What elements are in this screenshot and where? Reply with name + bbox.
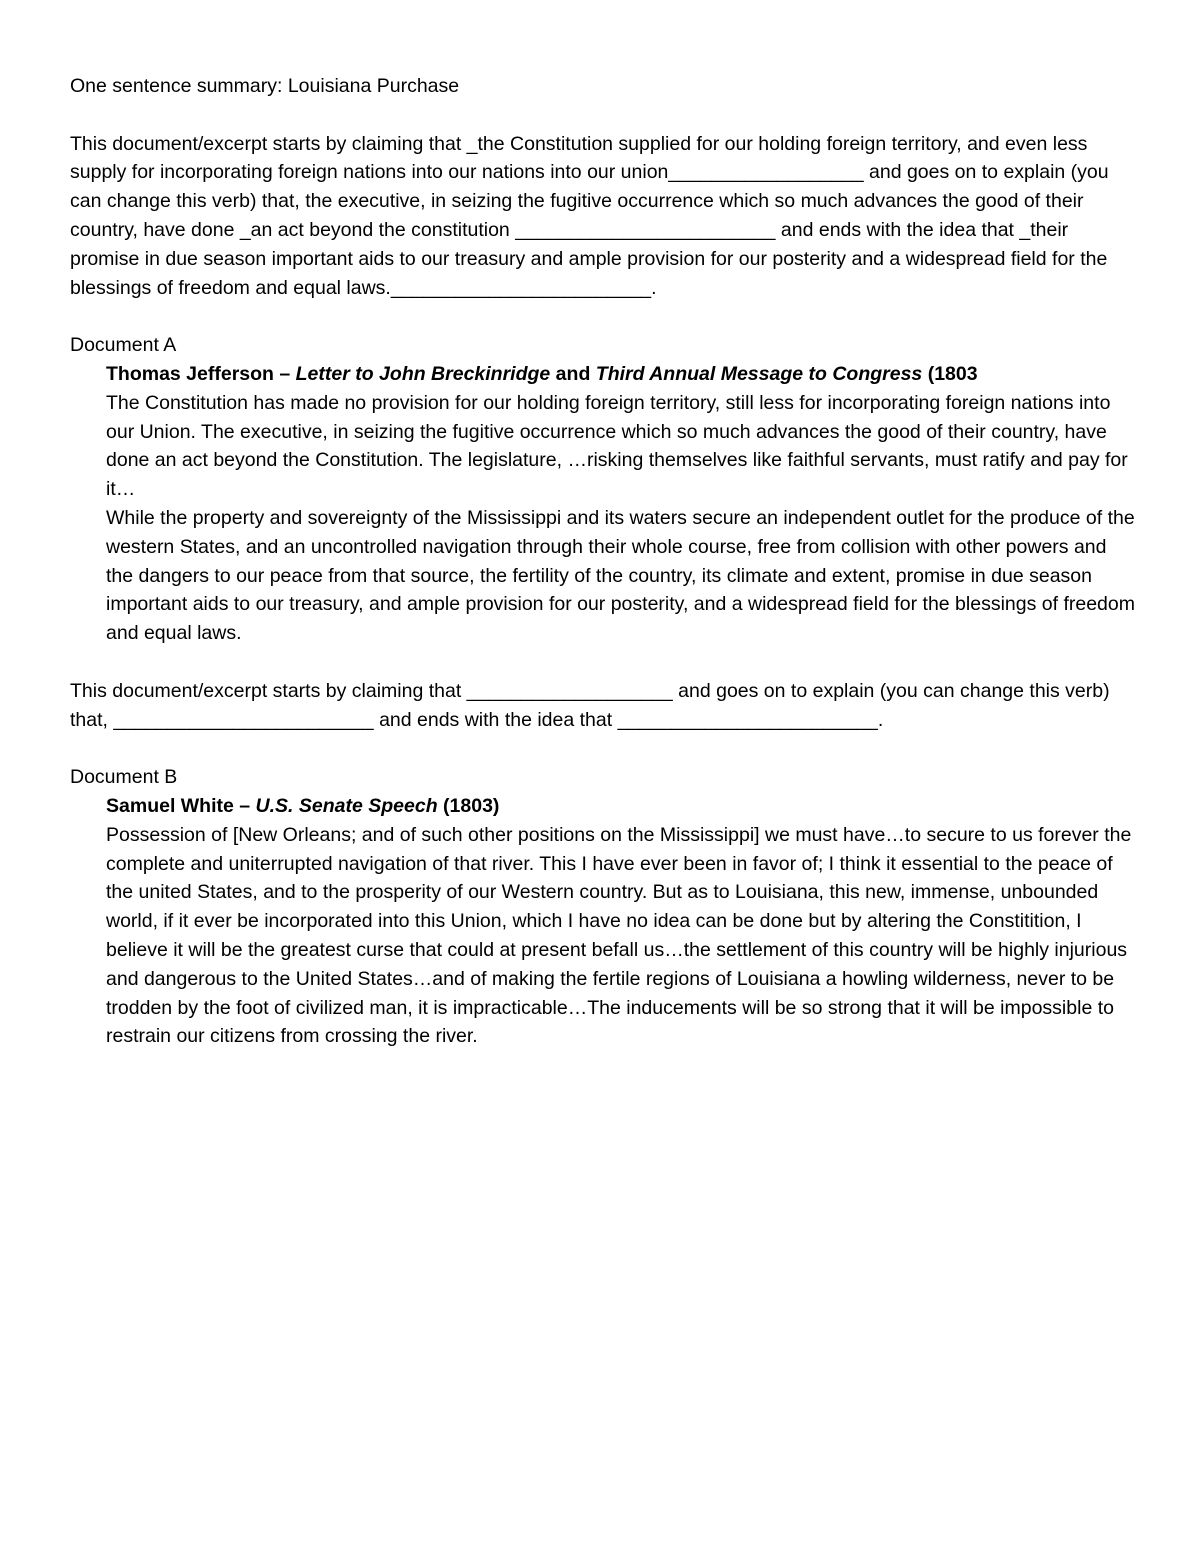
document-b-work: U.S. Senate Speech [255,794,438,817]
document-a-text-1: The Constitution has made no provision for our holding foreign territory, still less for incorporating foreign nations into our Union. The executive, in seizing the fugitive occurrence which so much advances the good of their country, have done an act beyond the Constitution. The legislature, …risking themselves like faithful servants, must ratify and pay for it… [106,391,1128,501]
document-b-attribution [106,792,1135,821]
worksheet-page [70,72,1135,1051]
document-a-year: (1803 [922,362,978,385]
blank-summary-part-2: and goes on to explain (you can change this verb) that, [70,679,1110,731]
spacer [70,302,1135,331]
document-a-text-2: While the property and sovereignty of the Mississippi and its waters secure an independent outlet for the produce of the western States, and an uncontrolled navigation through their whole course, free from collision with other powers and the dangers to our peace from that source, the fertility of the country, its climate and extent, promise in due season important aids to our treasury, and ample provision for our posterity, and a widespread field for the blessings of freedom and equal laws. [106,506,1135,645]
blank-summary-blank-1[interactable]: ___________________ [466,679,673,702]
spacer [70,734,1135,763]
worksheet-title: One sentence summary: Louisiana Purchase [70,75,460,97]
document-b-heading: Document B [70,766,178,789]
spacer [70,648,1135,677]
document-a-work-1: Letter to John Breckinridge [295,362,551,385]
example-summary-paragraph: This document/excerpt starts by claiming that _the Constitution supplied for our holding foreign territory, and even less supply for incorporating foreign nations into our nations into our union__________________ and goes on to explain (you can change this verb) that, the executive, in seizing the fugitive occurrence which so much advances the good of their country, have done _an act beyond the constitution ________________________ and ends with the idea that _their promise in due season important aids to our treasury and ample provision for our posterity and a widespread field for the blessings of freedom and equal laws.________________________. [70,132,1109,299]
document-a-body [106,360,1135,648]
document-a-attribution [106,360,1135,389]
document-b-text: Possession of [New Orleans; and of such other positions on the Mississippi] we must have…to secure to us forever the complete and uniterrupted navigation of that river. This I have ever been in favor of; I think it essential to the peace of the united States, and to the prosperity of our Western country. But as to Louisiana, this new, immense, unbounded world, if it ever be incorporated into this Union, which I have no idea can be done but by altering the Constitition, I believe it will be the greatest curse that could at present befall us…the settlement of this country will be highly injurious and dangerous to the United States…and of making the fertile regions of Louisiana a howling wilderness, never to be trodden by the foot of civilized man, it is impracticable…The inducements will be so strong that it will be impossible to restrain our citizens from crossing the river. [106,823,1132,1048]
blank-summary-blank-3[interactable]: ________________________ [617,708,878,731]
document-b-author: Samuel White – [106,794,256,817]
blank-summary-part-3: and ends with the idea that [373,708,618,731]
blank-summary-part-1: This document/excerpt starts by claiming that [70,679,467,702]
document-a-author: Thomas Jefferson – [106,362,296,385]
blank-summary-blank-2[interactable]: ________________________ [113,708,374,731]
blank-summary-paragraph [70,677,1135,735]
blank-summary-part-4: . [877,708,884,731]
spacer [70,101,1135,130]
document-a-and: and [550,362,596,385]
document-b-body [106,792,1135,1051]
document-a-heading: Document A [70,334,177,357]
document-b-year: (1803) [437,794,500,817]
document-a-work-2: Third Annual Message to Congress [595,362,923,385]
